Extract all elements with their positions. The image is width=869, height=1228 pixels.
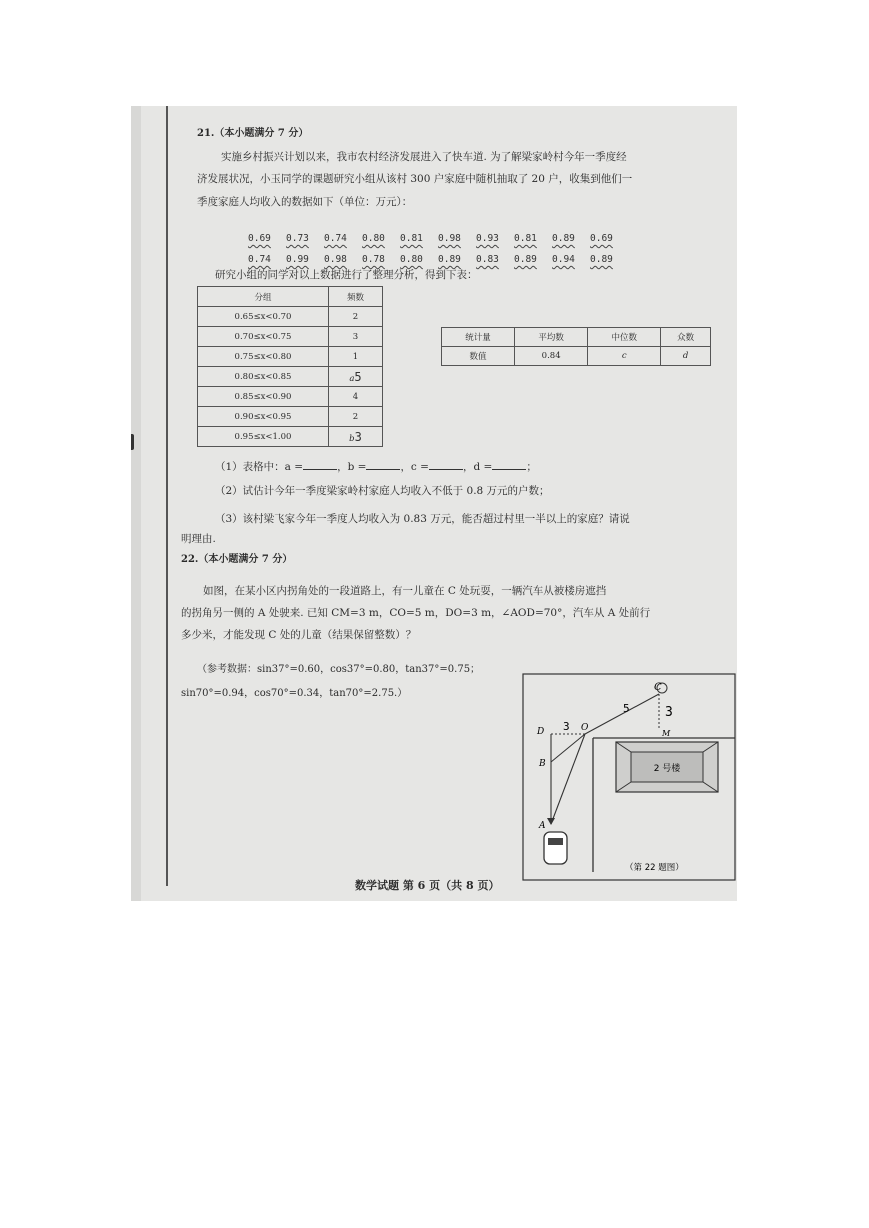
blank-c (429, 459, 463, 470)
group-header: 分组 (198, 287, 329, 307)
q22-text-line3: 多少米，才能发现 C 处的儿童（结果保留整数）？ (181, 629, 417, 641)
q21-text-line4: 研究小组的同学对以上数据进行了整理分析，得到下表： (215, 269, 478, 281)
data-value: 0.81 (514, 233, 537, 244)
stat-cell (588, 347, 661, 366)
group-cell: 0.70≤x<0.75 (198, 327, 329, 347)
stat-cell: 数值 (442, 347, 515, 366)
stat-cell: 0.84 (515, 347, 588, 366)
group-cell: 0.75≤x<0.80 (198, 347, 329, 367)
count-cell: 4 (329, 387, 383, 407)
count-cell: 3 (329, 327, 383, 347)
q22-reference-line1: （参考数据：sin37°=0.60，cos37°=0.80，tan37°=0.75； (197, 664, 481, 675)
group-cell: 0.85≤x<0.90 (198, 387, 329, 407)
blank-d (492, 459, 526, 470)
q21-sub1 (215, 459, 537, 475)
frequency-table (197, 286, 383, 447)
table-row (198, 367, 383, 387)
exam-page-photo (131, 106, 737, 901)
table-row (198, 327, 383, 347)
table-row (198, 427, 383, 447)
q21-text-line3: 季度家庭人均收入的数据如下（单位：万元）： (197, 196, 413, 208)
count-cell: 2 (329, 307, 383, 327)
data-value: 0.81 (400, 233, 423, 244)
label-O: O (581, 723, 589, 733)
handwritten-co: 5 (623, 702, 630, 715)
figure-caption: （第 22 题图） (625, 863, 684, 873)
stat-header: 平均数 (515, 328, 588, 347)
handwritten-a: 5 (354, 369, 362, 384)
handwritten-cm: 3 (665, 705, 673, 720)
data-value: 0.69 (590, 233, 613, 244)
edge-mark (131, 434, 134, 450)
q22-figure (521, 672, 737, 882)
data-value: 0.74 (324, 233, 347, 244)
data-value: 0.89 (552, 233, 575, 244)
q22-heading: 22.（本小题满分 7 分） (181, 554, 293, 565)
data-value: 0.89 (438, 254, 461, 265)
sub1-end: ； (526, 461, 537, 473)
car-icon (544, 832, 567, 864)
blank-b (366, 459, 400, 470)
label-C: C (654, 682, 662, 693)
stat-header: 中位数 (588, 328, 661, 347)
table-row (198, 407, 383, 427)
count-cell: 1 (329, 347, 383, 367)
data-value: 0.74 (248, 254, 271, 265)
stat-cell (661, 347, 711, 366)
count-cell-b (329, 427, 383, 447)
label-M: M (662, 729, 671, 738)
q21-sub2: （2）试估计今年一季度梁家岭村家庭人均收入不低于 0.8 万元的户数； (215, 485, 550, 497)
table-row (198, 307, 383, 327)
q21-sub3-line2: 明理由. (181, 533, 216, 545)
stat-header: 众数 (661, 328, 711, 347)
group-cell: 0.65≤x<0.70 (198, 307, 329, 327)
blank-a (303, 459, 337, 470)
sub1-c: ，c = (400, 461, 429, 473)
var-d: d (682, 351, 689, 361)
var-a: a (349, 373, 355, 384)
q22-text-line2: 的拐角另一侧的 A 处驶来. 已知 CM=3 m，CO=5 m，DO=3 m，∠AOD=70°，汽车从 A 处前行 (181, 607, 651, 619)
sub1-prefix: （1）表格中：a = (215, 461, 304, 473)
data-value: 0.89 (590, 254, 613, 265)
data-row-2 (248, 247, 628, 266)
statistics-table (441, 327, 711, 366)
arrow-head (547, 818, 555, 825)
q21-heading: 21.（本小题满分 7 分） (197, 128, 309, 139)
q22-reference-line2: sin70°=0.94，cos70°=0.34，tan70°=2.75.） (181, 688, 408, 699)
handwritten-do: 3 (563, 720, 570, 733)
car-windshield (548, 838, 563, 845)
binding-line (166, 106, 168, 886)
q21-text-line1: 实施乡村振兴计划以来，我市农村经济发展进入了快车道. 为了解梁家岭村今年一季度经 (221, 151, 627, 163)
stat-header: 统计量 (442, 328, 515, 347)
data-value: 0.93 (476, 233, 499, 244)
group-cell: 0.95≤x<1.00 (198, 427, 329, 447)
page-left-strip (131, 106, 141, 901)
page-footer: 数学试题 第 6 页（共 8 页） (355, 879, 500, 892)
count-header: 频数 (329, 287, 383, 307)
handwritten-b: 3 (354, 429, 362, 444)
count-cell: 2 (329, 407, 383, 427)
var-b: b (349, 433, 355, 444)
data-value: 0.69 (248, 233, 271, 244)
data-value: 0.80 (400, 254, 423, 265)
var-c: c (621, 351, 627, 361)
label-A: A (539, 821, 546, 831)
group-cell: 0.90≤x<0.95 (198, 407, 329, 427)
data-value: 0.73 (286, 233, 309, 244)
sub1-b: ，b = (337, 461, 367, 473)
segment-OC (585, 694, 659, 734)
label-D: D (537, 727, 545, 737)
data-value: 0.98 (438, 233, 461, 244)
data-value: 0.80 (362, 233, 385, 244)
data-value: 0.78 (362, 254, 385, 265)
table-row (198, 347, 383, 367)
data-row-1 (248, 226, 628, 245)
data-value: 0.89 (514, 254, 537, 265)
count-cell-a (329, 367, 383, 387)
table-row (198, 387, 383, 407)
data-value: 0.83 (476, 254, 499, 265)
q22-text-line1: 如图，在某小区内拐角处的一段道路上，有一儿童在 C 处玩耍，一辆汽车从被楼房遮挡 (203, 585, 607, 597)
sub1-d: ，d = (462, 461, 493, 473)
label-B: B (539, 759, 546, 769)
data-value: 0.99 (286, 254, 309, 265)
group-cell: 0.80≤x<0.85 (198, 367, 329, 387)
data-value: 0.94 (552, 254, 575, 265)
building-label: 2 号楼 (653, 764, 681, 774)
data-value: 0.98 (324, 254, 347, 265)
q21-text-line2: 济发展状况，小玉同学的课题研究小组从该村 300 户家庭中随机抽取了 20 户，收集到他们一 (197, 173, 633, 185)
q21-sub3-line1: （3）该村梁飞家今年一季度人均收入为 0.83 万元，能否超过村里一半以上的家庭？请说 (215, 513, 630, 525)
